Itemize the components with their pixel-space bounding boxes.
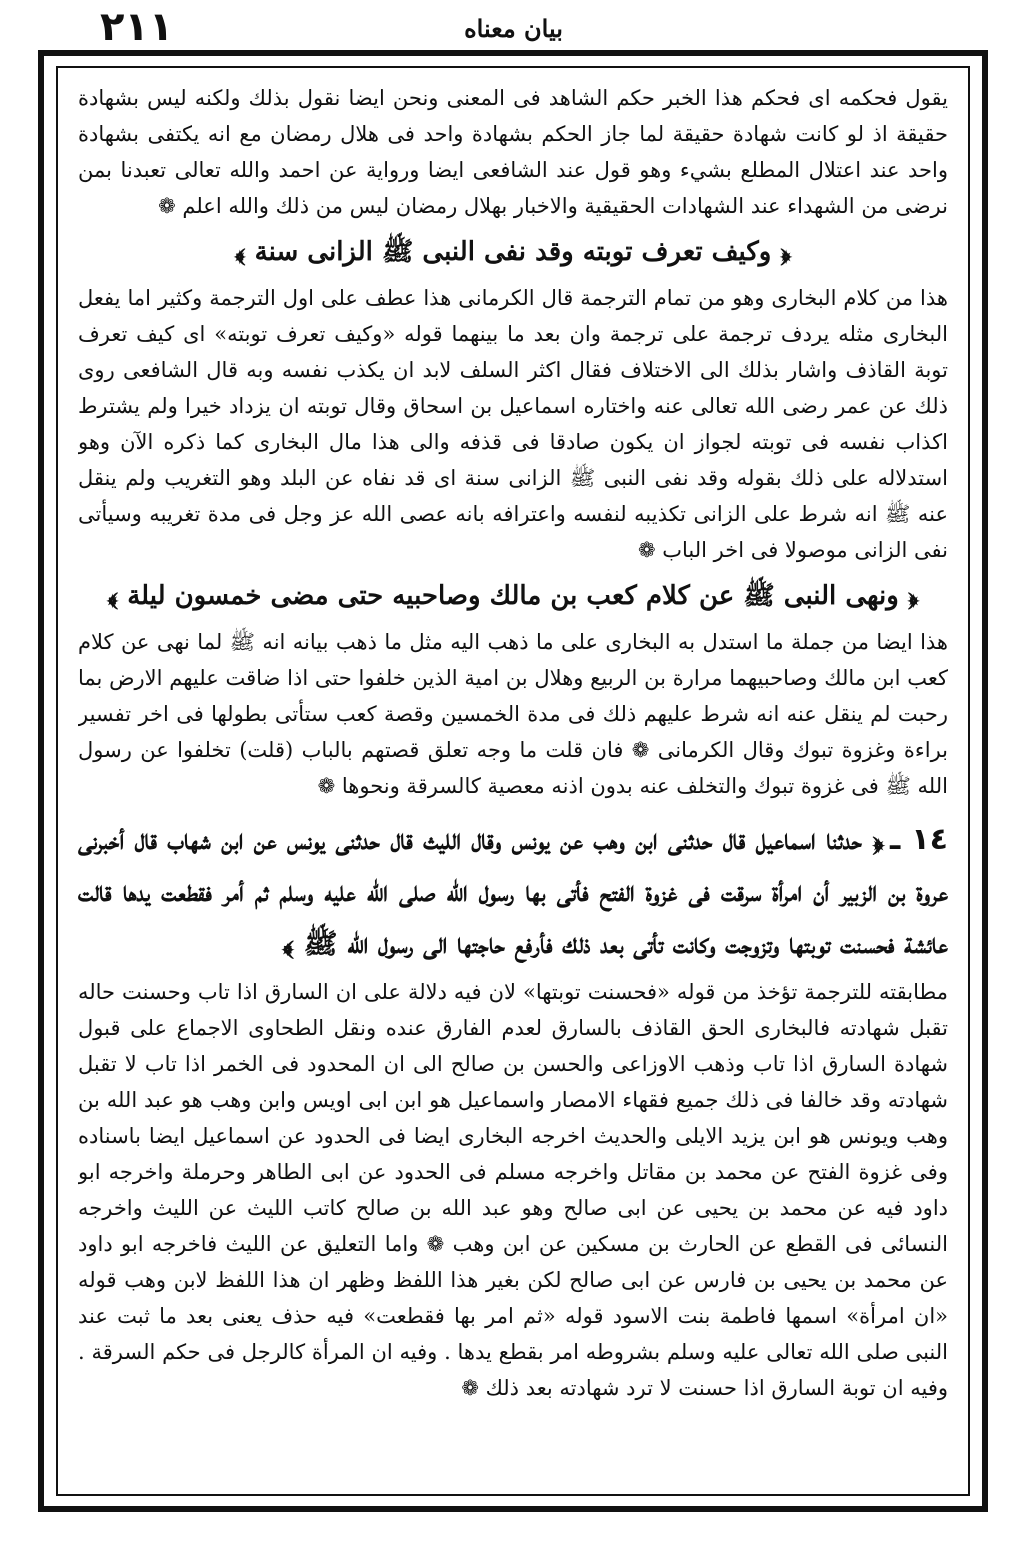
- page-number: ٢١١: [100, 4, 174, 50]
- chapter-heading-1: ﴿ وكيف تعرف توبته وقد نفى النبى ﷺ الزانى سنة ﴾: [234, 237, 792, 267]
- page-header: [0, 0, 1027, 52]
- commentary-paragraph-3: هذا ايضا من جملة ما استدل به البخارى على ما ذهب اليه مثل ما ذهب بيانه انه ﷺ لما نهى عن كلام كعب ابن مالك وصاحبيهما مرارة بن الربيع وهلال بن امية الذين خلفوا حتى اذا ضاقت عليهم الارض بما رحبت لم ينقل عنه انه شرط عليهم ذلك فى مدة الخمسين وقصة كعب ستأتى بطولها فى اخر تفسير براءة وغزوة تبوك وقال الكرمانى ❁ فان قلت ما وجه تعلق قصتهم بالباب (قلت) تخلفوا عن رسول الله ﷺ فى غزوة تبوك والتخلف عنه بدون اذنه معصية كالسرقة ونحوها ❁: [78, 630, 948, 798]
- commentary-paragraph-1: يقول فحكمه اى فحكم هذا الخبر حكم الشاهد فى المعنى ونحن ايضا نقول بذلك ولكنه ليس بشهادة حقيقة اذ لو كانت شهادة حقيقة لما جاز الحكم بشهادة واحد فى هلال رمضان مع انه يكتفى بشهادة واحد عند اعتلال المطلع بشيء وهو قول عند الشافعى ايضا ورواية عن احمد والله تعالى تعبدنا بمن نرضى من الشهداء عند الشهادات الحقيقية والاخبار بهلال رمضان ليس من ذلك والله اعلم ❁: [78, 86, 948, 218]
- chapter-heading-2: ﴿ ونهى النبى ﷺ عن كلام كعب بن مالك وصاحبيه حتى مضى خمسون ليلة ﴾: [107, 581, 919, 611]
- commentary-paragraph-4: مطابقته للترجمة تؤخذ من قوله «فحسنت توبتها» لان فيه دلالة على ان السارق اذا تاب وحسنت حاله تقبل شهادته فالبخارى الحق القاذف بالسارق لعدم الفارق عنده ونقل الطحاوى الاجماع على قبول شهادة السارق اذا تاب وذهب الاوزاعى والحسن بن صالح الى ان المحدود فى الخمر اذا تاب لا تقبل شهادته وقد خالفا فى ذلك جميع فقهاء الامصار واسماعيل هو ابن ابى اويس وابن وهب هو عبد الله بن وهب ويونس هو ابن يزيد الايلى والحديث اخرجه البخارى ايضا فى الحدود عن اسماعيل ايضا باسناده وفى غزوة الفتح عن محمد بن مقاتل واخرجه مسلم فى الحدود عن ابى الطاهر وحرملة واخرجه ابو داود فيه عن محمد بن يحيى عن ابى صالح وهو عبد الله بن صالح كاتب الليث عن الليث واخرجه النسائى فى القطع عن الحارث بن مسكين عن ابن وهب ❁ واما التعليق عن الليث فاخرجه ابو داود عن محمد بن يحيى بن فارس عن ابى صالح لكن بغير هذا اللفظ وظهر ان هذا اللفظ لابن وهب قوله «ان امرأة» اسمها فاطمة بنت الاسود قوله «ثم امر بها فقطعت» فيه حذف يعنى بعد ما ثبت عند النبى صلى الله تعالى عليه وسلم بشروطه امر بقطع يدها . وفيه ان المرأة كالرجل فى حكم السرقة . وفيه ان توبة السارق اذا حسنت لا ترد شهادته بعد ذلك ❁: [78, 980, 948, 1400]
- page-body: [78, 80, 948, 1480]
- hadith-body: ﴿ حدثنا اسماعيل قال حدثنى ابن وهب عن يونس وقال الليث قال حدثنى يونس عن ابن شهاب قال أخبرنى عروة بن الزبير أن امرأة سرقت فى غزوة الفتح فأتى بها رسول الله صلى الله عليه وسلم ثم أمر فقطعت يدها قالت عائشة فحسنت توبتها وتزوجت وكانت تأتى بعد ذلك فأرفع حاجتها الى رسول الله ﷺ ﴾: [78, 823, 948, 960]
- hadith-number: ١٤ ـ: [889, 822, 948, 857]
- commentary-paragraph-2: هذا من كلام البخارى وهو من تمام الترجمة قال الكرمانى هذا عطف على اول الترجمة وكثير اما يفعل البخارى مثله يردف ترجمة على ترجمة وان بعد ما بينهما قوله «وكيف تعرف توبته» اى كيف تعرف توبة القاذف واشار بذلك الى الاختلاف فقال اكثر السلف لابد ان يكذب نفسه وبه قال الشافعى روى ذلك عن عمر رضى الله تعالى عنه واختاره اسماعيل بن اسحاق وقال توبته ان يزداد خيرا ولم يشترط اكذاب نفسه فى توبته لجواز ان يكون صادقا فى قذفه والى هذا مال البخارى كما ذكره الآن وهو استدلاله على ذلك بقوله وقد نفى النبى ﷺ الزانى سنة اى قد نفاه عن البلد وهو التغريب ولم ينقل عنه ﷺ انه شرط على الزانى تكذيبه لنفسه واعترافه بانه عصى الله عز وجل فى مدة تغريبه وسيأتى نفى الزانى موصولا فى اخر الباب ❁: [78, 286, 948, 562]
- running-title: بيان معناه: [464, 14, 563, 43]
- hadith-text: [78, 814, 948, 970]
